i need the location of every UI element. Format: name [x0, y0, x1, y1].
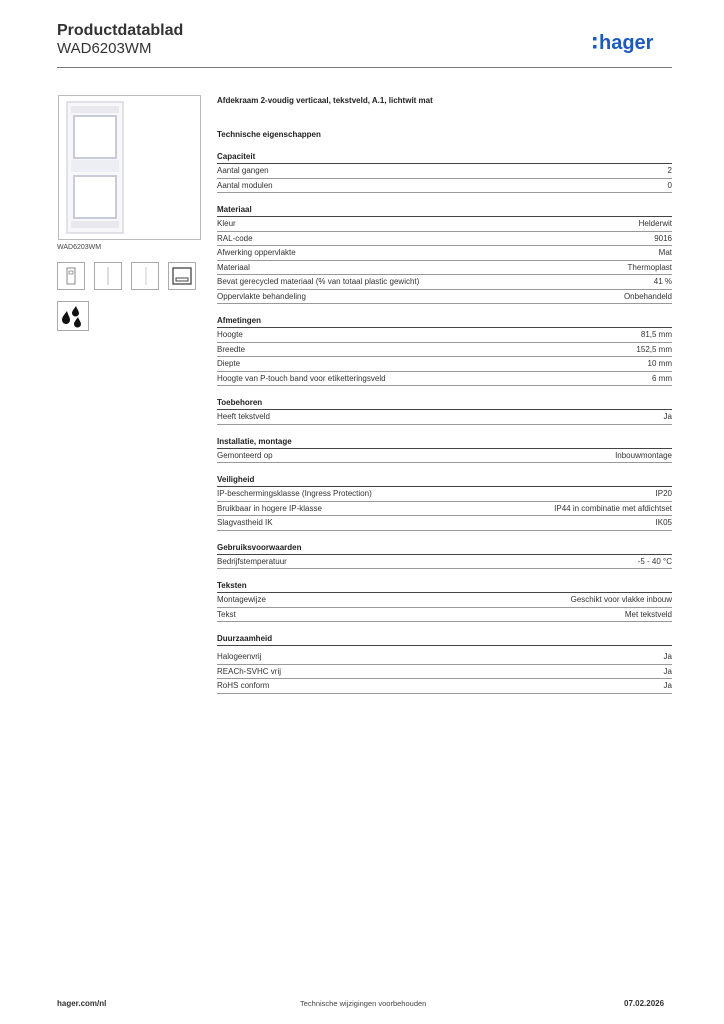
spec-value: 0	[667, 180, 672, 190]
spec-row	[217, 217, 672, 232]
spec-value: Ja	[663, 666, 672, 676]
header-divider	[57, 67, 672, 68]
spec-value: -5 - 40 °C	[637, 556, 672, 566]
spec-row	[217, 261, 672, 276]
spec-label: Diepte	[217, 359, 241, 368]
spec-row	[217, 502, 672, 517]
spec-group	[217, 541, 672, 570]
spec-label: Aantal modulen	[217, 180, 273, 190]
spec-value: IK05	[655, 518, 672, 527]
spec-group	[217, 435, 672, 464]
spec-label: Hoogte van P-touch band voor etiketteringsveld	[217, 373, 386, 383]
spec-row	[217, 357, 672, 372]
spec-group	[217, 579, 672, 622]
document-title: Productdatablad	[57, 22, 184, 39]
spec-group-title: Veiligheid	[217, 473, 672, 487]
spec-row	[217, 487, 672, 502]
spec-label: IP-beschermingsklasse (Ingress Protection)	[217, 489, 372, 498]
spec-label: RAL-code	[217, 233, 253, 243]
spec-group	[217, 203, 672, 304]
spec-group-title: Toebehoren	[217, 396, 672, 410]
spec-group	[217, 632, 672, 694]
spec-row	[217, 665, 672, 680]
spec-row	[217, 164, 672, 179]
frame-illustration	[59, 96, 200, 239]
spec-label: Halogeenvrij	[217, 652, 262, 661]
spec-label: Kleur	[217, 219, 236, 228]
spec-row	[217, 516, 672, 531]
spec-group-title: Capaciteit	[217, 150, 672, 164]
spec-row	[217, 232, 672, 247]
spec-row	[217, 593, 672, 608]
logo-text: hager	[599, 32, 654, 54]
spec-value: 41 %	[653, 277, 672, 286]
spec-row	[217, 449, 672, 464]
spec-group	[217, 473, 672, 531]
spec-group-title: Installatie, montage	[217, 435, 672, 449]
spec-group-title: Materiaal	[217, 203, 672, 217]
spec-groups	[217, 150, 672, 694]
product-image	[58, 95, 201, 240]
spec-group	[217, 396, 672, 425]
spec-label: Gemonteerd op	[217, 450, 273, 460]
frame-thin-icon	[131, 262, 159, 290]
spec-value: IP44 in combinatie met afdichtset	[554, 503, 672, 513]
spec-value: Met tekstveld	[624, 609, 672, 619]
spec-value: Onbehandeld	[623, 291, 672, 301]
specifications	[217, 96, 672, 704]
spec-label: Breedte	[217, 344, 246, 354]
spec-value: Ja	[663, 412, 672, 421]
spec-group-title: Afmetingen	[217, 314, 672, 328]
spec-value: 10 mm	[647, 359, 672, 368]
spec-group	[217, 150, 672, 193]
variant-icons	[57, 262, 196, 290]
spec-row	[217, 343, 672, 358]
frame-single-icon	[57, 262, 85, 290]
spec-row	[217, 275, 672, 290]
spec-row	[217, 246, 672, 261]
spec-group-title: Teksten	[217, 579, 672, 593]
spec-value: 81,5 mm	[640, 330, 672, 339]
spec-label: RoHS conform	[217, 681, 270, 690]
spec-label: Heeft tekstveld	[217, 412, 270, 421]
spec-value: Mat	[658, 248, 672, 257]
spec-label: Montagewijze	[217, 595, 266, 604]
spec-label: Bevat gerecycled materiaal (% van totaal plastic gewicht)	[217, 277, 420, 286]
footer-date: 07.02.2026	[624, 999, 665, 1008]
spec-row	[217, 555, 672, 570]
spec-row	[217, 328, 672, 343]
spec-row	[217, 650, 672, 665]
spec-value: Inbouwmontage	[615, 450, 672, 460]
spec-label: Aantal gangen	[217, 166, 269, 175]
spec-label: Slagvastheid IK	[217, 518, 273, 527]
spec-value: Ja	[663, 652, 672, 661]
spec-value: Geschikt voor vlakke inbouw	[570, 595, 672, 604]
spec-value: 9016	[654, 233, 672, 243]
spec-label: Afwerking oppervlakte	[217, 248, 296, 257]
spec-row	[217, 179, 672, 194]
spec-label: Bruikbaar in hogere IP-klasse	[217, 503, 322, 513]
spec-label: Hoogte	[217, 330, 243, 339]
footer-website[interactable]: hager.com/nl	[57, 999, 107, 1008]
label-field-icon	[168, 262, 196, 290]
frame-vertical-icon	[94, 262, 122, 290]
spec-row	[217, 679, 672, 694]
spec-label: Materiaal	[217, 262, 250, 272]
spec-label: Bedrijfstemperatuur	[217, 556, 287, 566]
spec-value: Thermoplast	[627, 262, 672, 272]
product-code: WAD6203WM	[57, 40, 152, 57]
spec-value: 152,5 mm	[636, 344, 672, 354]
spec-group-title: Gebruiksvoorwaarden	[217, 541, 672, 555]
spec-row	[217, 290, 672, 305]
spec-value: Helderwit	[638, 219, 672, 228]
hager-logo	[592, 26, 674, 58]
spec-row	[217, 372, 672, 387]
spec-row	[217, 410, 672, 425]
spec-label: Tekst	[217, 609, 236, 619]
water-drops-icon	[57, 301, 89, 331]
spec-label: REACh-SVHC vrij	[217, 666, 282, 676]
spec-value: 6 mm	[652, 373, 672, 383]
footer-notice: Technische wijzigingen voorbehouden	[300, 999, 427, 1008]
spec-group	[217, 314, 672, 386]
tech-heading: Technische eigenschappen	[217, 130, 321, 139]
product-description: Afdekraam 2-voudig verticaal, tekstveld, A.1, lichtwit mat	[217, 96, 433, 105]
spec-value: IP20	[655, 489, 672, 498]
image-caption: WAD6203WM	[57, 244, 102, 251]
spec-group-title: Duurzaamheid	[217, 632, 672, 646]
spec-label: Oppervlakte behandeling	[217, 291, 306, 301]
spec-value: 2	[667, 166, 672, 175]
spec-value: Ja	[663, 681, 672, 690]
spec-row	[217, 608, 672, 623]
